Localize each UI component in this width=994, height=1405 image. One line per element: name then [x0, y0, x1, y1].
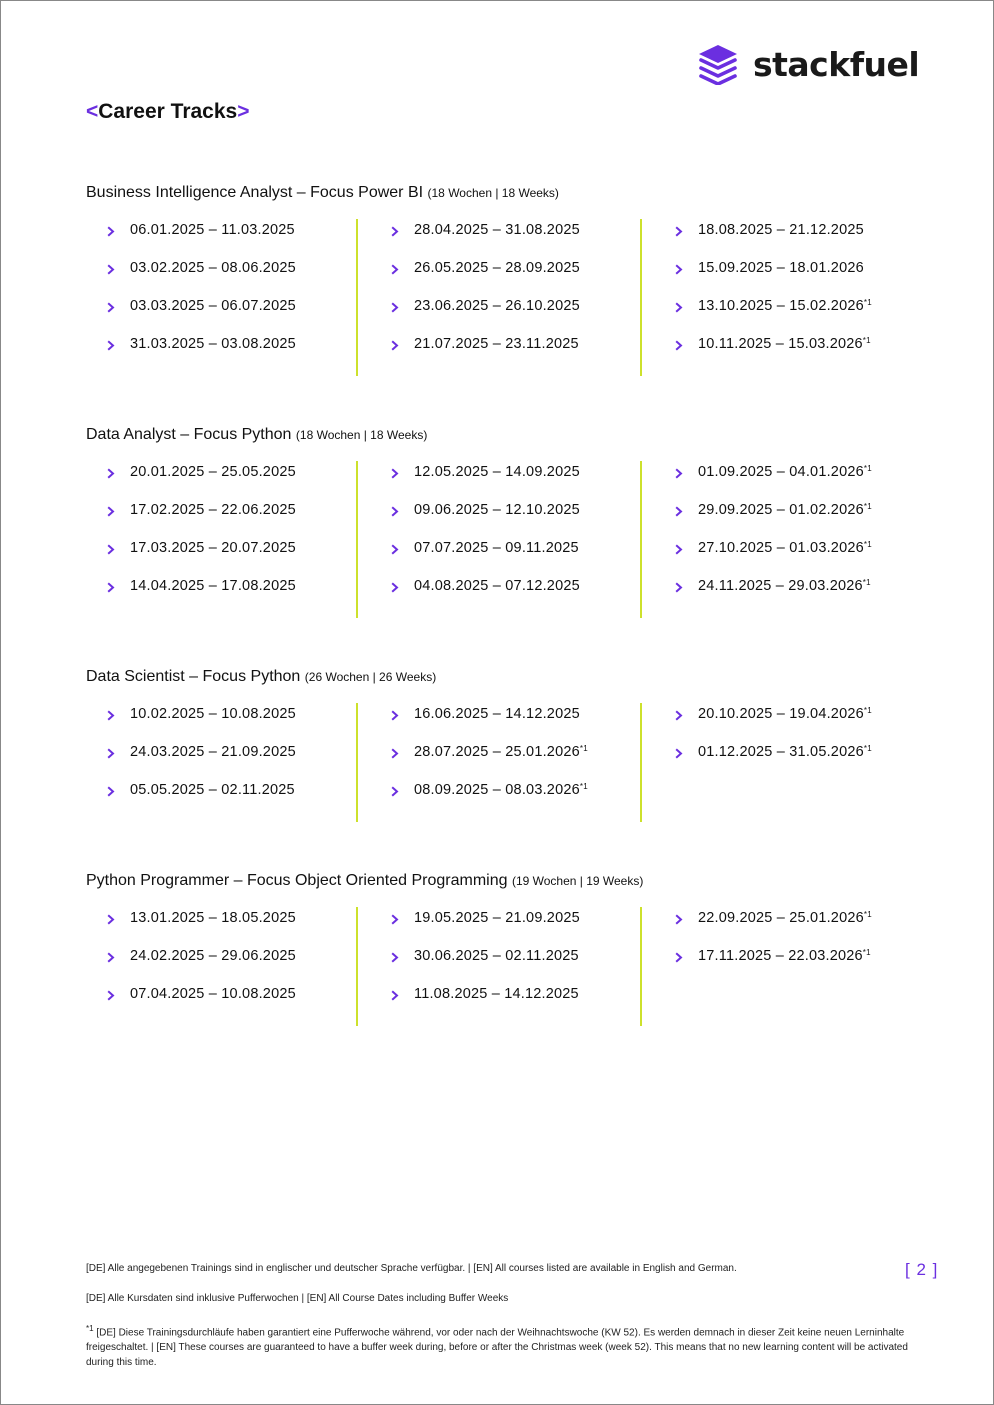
chevron-right-icon	[107, 505, 118, 517]
footnote-text: [DE] Diese Trainingsdurchläufe haben garantiert eine Pufferwoche während, vor oder nach der Weihnachtswoche (KW 52). Es werden demnach in dieser Zeit keine neuen Lerninhalte freigeschaltet. | [EN] These courses are guaranteed to have a buffer week during, before or after the Christmas week (week 52). This means that no new learning content will be activated during this time.	[86, 1327, 908, 1369]
footnote-mark: *1	[862, 578, 871, 587]
footnote-mark: *1	[863, 540, 872, 549]
section-title	[86, 184, 926, 202]
chevron-right-icon	[675, 581, 686, 593]
date-column	[654, 910, 938, 1024]
track-duration: (26 Wochen | 26 Weeks)	[304, 670, 437, 684]
date-range: 28.07.2025 – 25.01.2026	[414, 744, 580, 760]
date-row	[370, 222, 654, 260]
date-column	[654, 464, 938, 616]
date-row	[370, 744, 654, 782]
chevron-right-icon	[391, 709, 402, 721]
page-title	[86, 100, 249, 124]
date-range: 20.10.2025 – 19.04.2026	[698, 706, 864, 722]
date-row	[86, 910, 370, 948]
date-row	[370, 578, 654, 616]
date-range: 17.11.2025 – 22.03.2026	[698, 948, 863, 964]
date-row	[370, 298, 654, 336]
chevron-right-icon	[391, 989, 402, 1001]
date-row	[370, 540, 654, 578]
footer-footnote	[86, 1321, 916, 1370]
date-range: 22.09.2025 – 25.01.2026	[698, 910, 864, 926]
chevron-right-icon	[107, 263, 118, 275]
date-range: 14.04.2025 – 17.08.2025	[130, 578, 296, 594]
chevron-right-icon	[391, 543, 402, 555]
chevron-right-icon	[391, 301, 402, 313]
date-range: 01.09.2025 – 04.01.2026	[698, 464, 864, 480]
footnote-mark: *1	[863, 706, 872, 715]
footnote-mark: *1	[863, 910, 872, 919]
chevron-right-icon	[675, 505, 686, 517]
footer-languages: [DE] Alle angegebenen Trainings sind in englischer und deutscher Sprache verfügbar. | [EN] All courses listed are available in English and German.	[86, 1263, 737, 1274]
stack-layers-icon	[695, 43, 741, 85]
chevron-right-icon	[675, 543, 686, 555]
chevron-right-icon	[107, 951, 118, 963]
date-column	[370, 910, 654, 1024]
date-column	[370, 222, 654, 374]
date-row	[654, 744, 938, 782]
date-row	[86, 464, 370, 502]
date-row	[86, 222, 370, 260]
chevron-right-icon	[107, 747, 118, 759]
chevron-right-icon	[391, 747, 402, 759]
footnote-mark: *1	[863, 298, 872, 307]
date-row	[654, 578, 938, 616]
chevron-right-icon	[107, 225, 118, 237]
chevron-right-icon	[675, 263, 686, 275]
date-row	[370, 502, 654, 540]
date-row	[86, 986, 370, 1024]
date-row	[370, 706, 654, 744]
chevron-right-icon	[391, 951, 402, 963]
chevron-right-icon	[107, 301, 118, 313]
date-range: 08.09.2025 – 08.03.2026	[414, 782, 580, 798]
date-range: 17.03.2025 – 20.07.2025	[130, 540, 296, 556]
date-range: 24.11.2025 – 29.03.2026	[698, 578, 863, 594]
track-name: Data Analyst – Focus Python	[86, 426, 292, 443]
section-python-programmer	[86, 872, 926, 1002]
date-row	[654, 502, 938, 540]
chevron-right-icon	[675, 913, 686, 925]
date-range: 17.02.2025 – 22.06.2025	[130, 502, 296, 518]
date-row	[86, 260, 370, 298]
date-range: 12.05.2025 – 14.09.2025	[414, 464, 580, 480]
date-range: 03.03.2025 – 06.07.2025	[130, 298, 296, 314]
date-row	[654, 948, 938, 986]
chevron-right-icon	[391, 913, 402, 925]
date-range: 10.11.2025 – 15.03.2026	[698, 336, 863, 352]
track-name: Business Intelligence Analyst – Focus Power BI	[86, 184, 424, 201]
date-row	[86, 336, 370, 374]
date-range: 30.06.2025 – 02.11.2025	[414, 948, 579, 964]
chevron-right-icon	[107, 543, 118, 555]
chevron-right-icon	[391, 467, 402, 479]
date-columns	[86, 222, 938, 374]
date-range: 03.02.2025 – 08.06.2025	[130, 260, 296, 276]
date-range: 24.03.2025 – 21.09.2025	[130, 744, 296, 760]
date-row-empty	[654, 986, 938, 1024]
chevron-right-icon	[675, 747, 686, 759]
date-columns	[86, 910, 938, 1024]
date-range: 20.01.2025 – 25.05.2025	[130, 464, 296, 480]
section-title	[86, 668, 926, 686]
section-title	[86, 872, 926, 890]
date-range: 15.09.2025 – 18.01.2026	[698, 260, 864, 276]
date-range: 18.08.2025 – 21.12.2025	[698, 222, 864, 238]
chevron-right-icon	[391, 263, 402, 275]
date-range: 09.06.2025 – 12.10.2025	[414, 502, 580, 518]
chevron-right-icon	[107, 989, 118, 1001]
page-number: [ 2 ]	[905, 1260, 939, 1279]
footnote-mark: *1	[863, 502, 872, 511]
chevron-right-icon	[107, 785, 118, 797]
date-range: 29.09.2025 – 01.02.2026	[698, 502, 864, 518]
section-bi-analyst	[86, 184, 926, 352]
heading-close-bracket: >	[237, 100, 250, 123]
date-row	[654, 910, 938, 948]
chevron-right-icon	[675, 339, 686, 351]
date-column	[654, 706, 938, 820]
footnote-mark: *1	[863, 744, 872, 753]
chevron-right-icon	[391, 785, 402, 797]
date-column	[654, 222, 938, 374]
date-row	[654, 336, 938, 374]
date-range: 16.06.2025 – 14.12.2025	[414, 706, 580, 722]
date-column	[86, 222, 370, 374]
date-range: 31.03.2025 – 03.08.2025	[130, 336, 296, 352]
chevron-right-icon	[107, 913, 118, 925]
chevron-right-icon	[675, 951, 686, 963]
date-range: 11.08.2025 – 14.12.2025	[414, 986, 579, 1002]
date-row	[86, 298, 370, 336]
date-range: 07.07.2025 – 09.11.2025	[414, 540, 579, 556]
date-column	[86, 706, 370, 820]
date-column	[86, 910, 370, 1024]
chevron-right-icon	[391, 505, 402, 517]
footnote-mark: *1	[863, 464, 872, 473]
footnote-mark: *1	[862, 336, 871, 345]
chevron-right-icon	[107, 467, 118, 479]
date-range: 19.05.2025 – 21.09.2025	[414, 910, 580, 926]
chevron-right-icon	[675, 225, 686, 237]
date-row-empty	[654, 782, 938, 820]
date-columns	[86, 706, 938, 820]
date-row	[654, 706, 938, 744]
date-row	[86, 578, 370, 616]
track-duration: (18 Wochen | 18 Weeks)	[295, 428, 428, 442]
date-range: 06.01.2025 – 11.03.2025	[130, 222, 295, 238]
chevron-right-icon	[107, 339, 118, 351]
date-row	[86, 706, 370, 744]
date-row	[370, 260, 654, 298]
date-row	[370, 910, 654, 948]
date-row	[654, 222, 938, 260]
date-row	[654, 464, 938, 502]
date-row	[86, 744, 370, 782]
section-data-scientist	[86, 668, 926, 798]
heading-open-bracket: <	[86, 100, 99, 123]
date-columns	[86, 464, 938, 616]
footnote-mark: *1	[862, 948, 871, 957]
date-range: 13.10.2025 – 15.02.2026	[698, 298, 864, 314]
date-row	[86, 502, 370, 540]
chevron-right-icon	[675, 467, 686, 479]
date-range: 04.08.2025 – 07.12.2025	[414, 578, 580, 594]
date-range: 07.04.2025 – 10.08.2025	[130, 986, 296, 1002]
date-row	[654, 540, 938, 578]
stackfuel-logo	[695, 43, 919, 85]
date-row	[654, 298, 938, 336]
date-range: 27.10.2025 – 01.03.2026	[698, 540, 864, 556]
date-row	[370, 782, 654, 820]
track-name: Python Programmer – Focus Object Oriented Programming	[86, 872, 508, 889]
track-duration: (18 Wochen | 18 Weeks)	[427, 186, 559, 200]
date-range: 10.02.2025 – 10.08.2025	[130, 706, 296, 722]
chevron-right-icon	[107, 709, 118, 721]
footnote-mark: *1	[579, 744, 588, 753]
date-range: 24.02.2025 – 29.06.2025	[130, 948, 296, 964]
date-row	[654, 260, 938, 298]
date-row	[86, 782, 370, 820]
date-row	[86, 540, 370, 578]
footnote-mark: *1	[579, 782, 588, 791]
track-duration: (19 Wochen | 19 Weeks)	[511, 874, 644, 888]
date-column	[86, 464, 370, 616]
date-range: 01.12.2025 – 31.05.2026	[698, 744, 864, 760]
heading-text: Career Tracks	[98, 100, 238, 123]
date-range: 05.05.2025 – 02.11.2025	[130, 782, 295, 798]
date-range: 13.01.2025 – 18.05.2025	[130, 910, 296, 926]
date-range: 28.04.2025 – 31.08.2025	[414, 222, 580, 238]
chevron-right-icon	[107, 581, 118, 593]
date-row	[86, 948, 370, 986]
date-row	[370, 948, 654, 986]
section-data-analyst	[86, 426, 926, 594]
date-row	[370, 464, 654, 502]
date-range: 23.06.2025 – 26.10.2025	[414, 298, 580, 314]
logo-wordmark: stackfuel	[753, 44, 920, 84]
chevron-right-icon	[675, 301, 686, 313]
section-title	[86, 426, 926, 444]
chevron-right-icon	[391, 339, 402, 351]
track-name: Data Scientist – Focus Python	[86, 668, 301, 685]
footer-buffer-weeks: [DE] Alle Kursdaten sind inklusive Pufferwochen | [EN] All Course Dates including Buffer Weeks	[86, 1293, 509, 1304]
chevron-right-icon	[675, 709, 686, 721]
date-column	[370, 464, 654, 616]
footnote-marker: *1	[86, 1324, 94, 1333]
date-column	[370, 706, 654, 820]
date-range: 26.05.2025 – 28.09.2025	[414, 260, 580, 276]
date-range: 21.07.2025 – 23.11.2025	[414, 336, 579, 352]
chevron-right-icon	[391, 581, 402, 593]
date-row	[370, 986, 654, 1024]
chevron-right-icon	[391, 225, 402, 237]
date-row	[370, 336, 654, 374]
